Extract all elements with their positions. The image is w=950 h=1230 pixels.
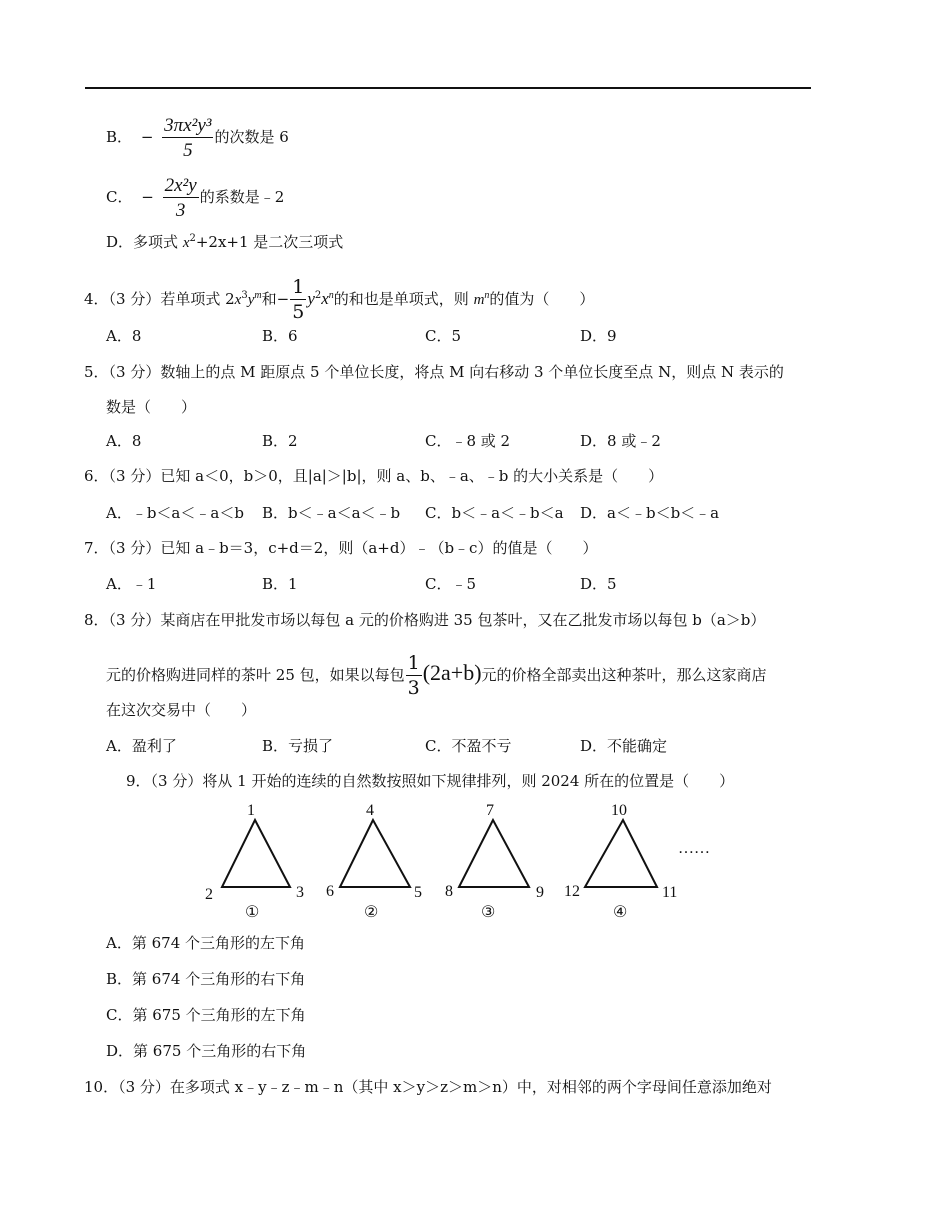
triangle-4-left: 12 <box>564 883 580 900</box>
q9-option-c: C．第 675 个三角形的左下角 <box>106 1006 306 1024</box>
question-number: 6． <box>84 467 109 485</box>
question-points: （3 分） <box>108 539 161 557</box>
question-number: 5． <box>84 363 109 381</box>
triangle-2 <box>340 820 410 887</box>
q3-option-d: D．多项式 $x^2+2x+1$ 是二次三项式 <box>106 233 344 251</box>
question-number: 7． <box>84 539 109 557</box>
q5-option-b: B．2 <box>262 432 298 450</box>
option-label: C． <box>106 188 133 206</box>
triangle-4-top: 10 <box>611 802 627 819</box>
q9-option-d: D．第 675 个三角形的右下角 <box>106 1042 307 1060</box>
triangle-3-top: 7 <box>486 802 494 819</box>
fraction <box>162 116 213 160</box>
q8-stem-cont <box>106 654 767 698</box>
fraction-numerator: 1 <box>292 276 305 298</box>
q8-stem-cont2: 在这次交易中（ ） <box>106 701 257 719</box>
stem-text: 某商店在甲批发市场以每包 a 元的价格购进 35 包茶叶，又在乙批发市场以每包 b（a＞b） <box>160 611 766 629</box>
question-points: （3 分） <box>118 1078 170 1096</box>
q6-option-a: A．﹣b＜a＜﹣a＜b <box>106 504 244 522</box>
q7-option-a: A．﹣1 <box>106 575 157 593</box>
q8-stem <box>84 610 765 630</box>
stem-text: 将从 1 开始的连续的自然数按照如下规律排列，则 2024 所在的位置是（ ） <box>202 772 735 790</box>
triangle-3-left: 8 <box>445 883 453 900</box>
q6-option-b: B．b＜﹣a＜a＜﹣b <box>262 504 401 522</box>
question-number: 9． <box>126 772 151 790</box>
question-number: 10． <box>84 1078 119 1096</box>
q6-option-c: C．b＜﹣a＜﹣b＜a <box>425 504 564 522</box>
stem-text: 数轴上的点 M 距原点 5 个单位长度，将点 M 向右移动 3 个单位长度至点 N，则点 N 表示的 <box>160 363 784 381</box>
triangle-3 <box>459 820 529 887</box>
triangle-1-top: 1 <box>247 802 255 819</box>
triangle-pattern-figure <box>195 795 715 925</box>
q8-option-b: B．亏损了 <box>262 737 334 755</box>
q4-option-a: A．8 <box>106 327 142 345</box>
q4-option-c: C．5 <box>425 327 462 345</box>
question-points: （3 分） <box>150 772 203 790</box>
stem-text: 的值为（ ） <box>489 290 595 308</box>
question-points: （3 分） <box>108 290 161 308</box>
triangle-1-index: ① <box>245 904 260 921</box>
stem-text: 已知 a＜0，b＞0，且|a|＞|b|，则 a、b、﹣a、﹣b 的大小关系是（ ） <box>160 467 664 485</box>
q6-option-d: D．a＜﹣b＜b＜﹣a <box>580 504 720 522</box>
q4-option-b: B．6 <box>262 327 298 345</box>
fraction <box>290 278 306 322</box>
stem-text: 若单项式 2 <box>160 290 235 308</box>
fraction <box>406 654 422 698</box>
q7-stem <box>84 538 597 558</box>
question-points: （3 分） <box>108 363 161 381</box>
triangle-2-right: 5 <box>414 884 422 901</box>
triangle-4-index: ④ <box>613 904 628 921</box>
fraction-denominator: 5 <box>292 301 305 323</box>
triangle-3-index: ③ <box>481 904 496 921</box>
stem-text: 的和也是单项式，则 <box>333 290 474 308</box>
q3-option-b: B． − $\frac{\text{3πx²y³}}{5}$ 的次数是 6 <box>106 115 289 161</box>
q5-stem-cont: 数是（ ） <box>106 398 197 416</box>
question-number: 8． <box>84 611 109 629</box>
triangle-4 <box>585 820 657 887</box>
fraction-numerator: 3πx²y³ <box>164 115 212 136</box>
option-label: D． <box>106 233 134 251</box>
triangle-2-index: ② <box>364 904 379 921</box>
q8-option-d: D．不能确定 <box>580 737 668 755</box>
option-text: 多项式 <box>133 233 183 251</box>
math-expression: (2a+b) <box>422 660 482 685</box>
stem-text: 在多项式 x﹣y﹣z﹣m﹣n（其中 x＞y＞z＞m＞n）中，对相邻的两个字母间任意添加绝对 <box>169 1078 772 1096</box>
option-text: 的系数是﹣2 <box>199 188 285 206</box>
q9-option-a: A．第 674 个三角形的左下角 <box>106 934 306 952</box>
fraction-numerator: 1 <box>407 652 420 674</box>
triangle-4-right: 11 <box>662 884 678 901</box>
question-number: 4． <box>84 290 109 308</box>
fraction-denominator: 5 <box>183 140 193 161</box>
q10-stem <box>84 1077 772 1097</box>
question-points: （3 分） <box>108 467 161 485</box>
q4-option-d: D．9 <box>580 327 617 345</box>
q8-option-c: C．不盈不亏 <box>425 737 512 755</box>
q7-option-d: D．5 <box>580 575 617 593</box>
q3-option-c: C． − $\frac{\text{2x²y}}{3}$ 的系数是﹣2 <box>106 175 285 221</box>
header-rule <box>85 87 811 89</box>
question-points: （3 分） <box>108 611 161 629</box>
stem-text: 元的价格全部卖出这种茶叶，那么这家商店 <box>481 666 767 684</box>
stem-text: 和 <box>261 290 277 308</box>
fraction-denominator: 3 <box>175 200 186 221</box>
option-label: B． <box>106 128 133 146</box>
fraction-numerator: 2x²y <box>164 175 197 196</box>
option-text: +2x+1 是二次三项式 <box>195 233 344 251</box>
q8-option-a: A．盈利了 <box>106 737 177 755</box>
fraction-denominator: 3 <box>407 677 420 699</box>
q5-option-c: C．﹣8 或 2 <box>425 432 511 450</box>
triangle-1-right: 3 <box>296 884 304 901</box>
q7-option-b: B．1 <box>262 575 298 593</box>
triangle-pattern-svg <box>195 795 715 925</box>
q5-stem <box>84 362 784 382</box>
q6-stem <box>84 466 663 486</box>
triangle-3-right: 9 <box>536 884 544 901</box>
option-text: 的次数是 6 <box>214 128 289 146</box>
triangle-1-left: 2 <box>205 886 213 903</box>
q5-option-d: D．8 或﹣2 <box>580 432 661 450</box>
q5-option-a: A．8 <box>106 432 142 450</box>
triangle-2-top: 4 <box>366 802 374 819</box>
triangle-2-left: 6 <box>326 883 334 900</box>
q9-option-b: B．第 674 个三角形的右下角 <box>106 970 306 988</box>
q9-stem <box>126 771 734 791</box>
fraction <box>163 176 199 220</box>
stem-text: 已知 a﹣b＝3，c+d＝2，则（a+d）﹣（b﹣c）的值是（ ） <box>160 539 598 557</box>
q7-option-c: C．﹣5 <box>425 575 477 593</box>
triangle-1 <box>222 820 290 887</box>
stem-text: 元的价格购进同样的茶叶 25 包，如果以每包 <box>106 666 405 684</box>
triangle-ellipsis: …… <box>678 840 710 857</box>
q4-stem: 4．（3 分）若单项式 $2x^3y^m$和− $\frac{1}{5}$ $y^2x^n$的和也是单项式，则 $m^n$的值为（ ） <box>84 276 595 323</box>
